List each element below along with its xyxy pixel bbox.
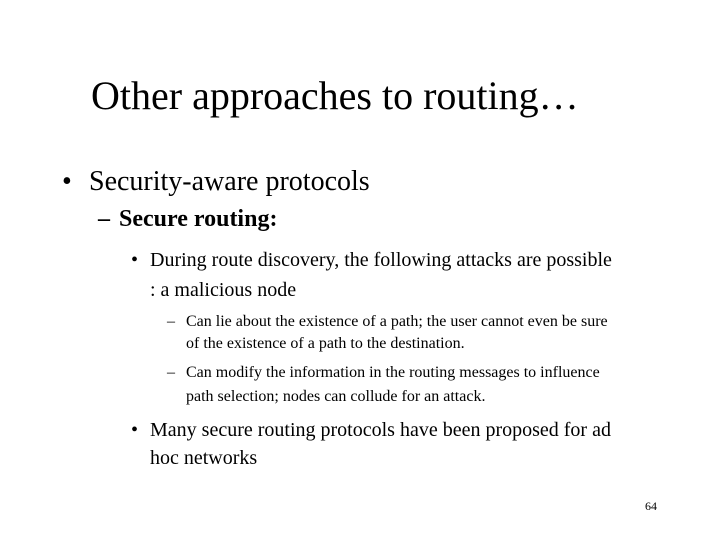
dash-marker: –	[98, 206, 110, 232]
bullet-can-modify-line2: path selection; nodes can collude for an attack.	[186, 388, 486, 405]
bullet-can-modify-line1: Can modify the information in the routing messages to influence	[186, 364, 600, 381]
page-number: 64	[645, 499, 657, 513]
bullet-can-lie-line1: Can lie about the existence of a path; the user cannot even be sure	[186, 313, 608, 330]
bullet-route-discovery-line2: : a malicious node	[150, 279, 297, 301]
bullet-can-lie-line2: of the existence of a path to the destination.	[186, 335, 465, 352]
bullet-security-aware-text: Security-aware protocols	[89, 166, 370, 197]
bullet-secure-routing: Secure routing:	[119, 206, 278, 232]
bullet-marker: •	[131, 249, 139, 271]
bullet-many-protocols-line2: hoc networks	[150, 447, 258, 469]
slide-title: Other approaches to routing…	[91, 73, 579, 118]
dash-marker: –	[167, 364, 175, 381]
bullet-security-aware	[62, 166, 72, 198]
bullet-marker: •	[131, 419, 139, 441]
bullet-route-discovery-line1: During route discovery, the following attacks are possible	[150, 249, 612, 271]
bullet-many-protocols-line1: Many secure routing protocols have been proposed for ad	[150, 419, 611, 441]
dash-marker: –	[167, 313, 175, 330]
bullet-marker: •	[62, 166, 72, 197]
